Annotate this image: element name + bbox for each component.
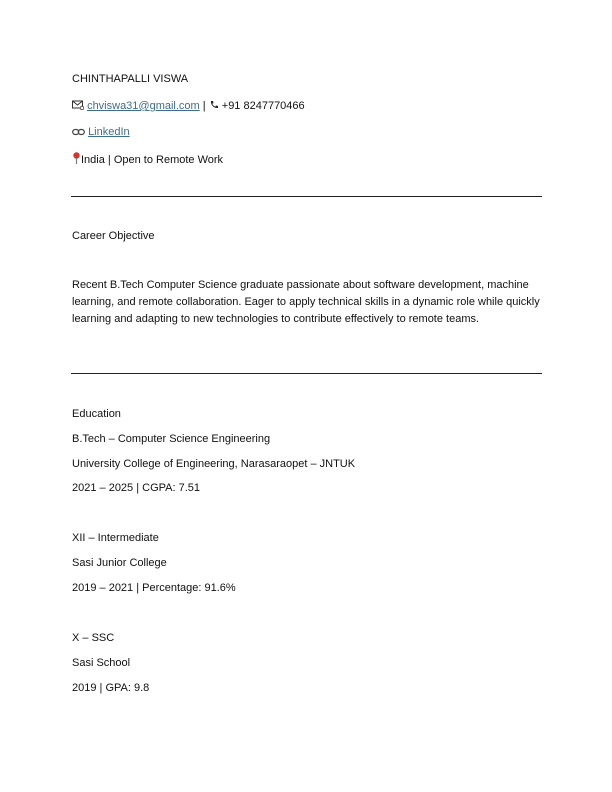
email-link[interactable]: chviswa31@gmail.com (87, 100, 200, 112)
contact-separator: | (202, 100, 206, 112)
phone-icon (209, 100, 219, 114)
location-line (72, 152, 223, 168)
education-degree-title: B.Tech – Computer Science Engineering (72, 433, 271, 445)
location-text: India | Open to Remote Work (81, 154, 224, 166)
contact-line (72, 99, 305, 114)
divider (71, 373, 542, 374)
education-degree-title: X – SSC (72, 632, 115, 644)
linkedin-link[interactable]: LinkedIn (88, 126, 130, 138)
education-heading: Education (72, 408, 121, 420)
chain-link-icon (72, 126, 85, 140)
linkedin-line (72, 125, 130, 140)
education-details: 2021 – 2025 | CGPA: 7.51 (72, 482, 201, 494)
phone-number: +91 8247770466 (221, 100, 305, 112)
education-institution: Sasi School (72, 657, 131, 669)
map-pin-icon (72, 152, 81, 168)
education-details: 2019 – 2021 | Percentage: 91.6% (72, 582, 236, 594)
education-degree-title: XII – Intermediate (72, 532, 159, 544)
education-details: 2019 | GPA: 9.8 (72, 682, 150, 694)
education-institution: University College of Engineering, Narasaraopet – JNTUK (72, 458, 356, 470)
career-objective-heading: Career Objective (72, 230, 155, 242)
career-objective-text: Recent B.Tech Computer Science graduate passionate about software development, machine learning, and remote collaboration. Eager to apply technical skills in a dynamic role while quickly learning and adapting to new technologies to contribute effectively to remote teams. (72, 279, 540, 325)
candidate-name: CHINTHAPALLI VISWA (72, 73, 189, 85)
envelope-icon (72, 100, 84, 114)
divider (71, 196, 542, 197)
education-institution: Sasi Junior College (72, 557, 167, 569)
